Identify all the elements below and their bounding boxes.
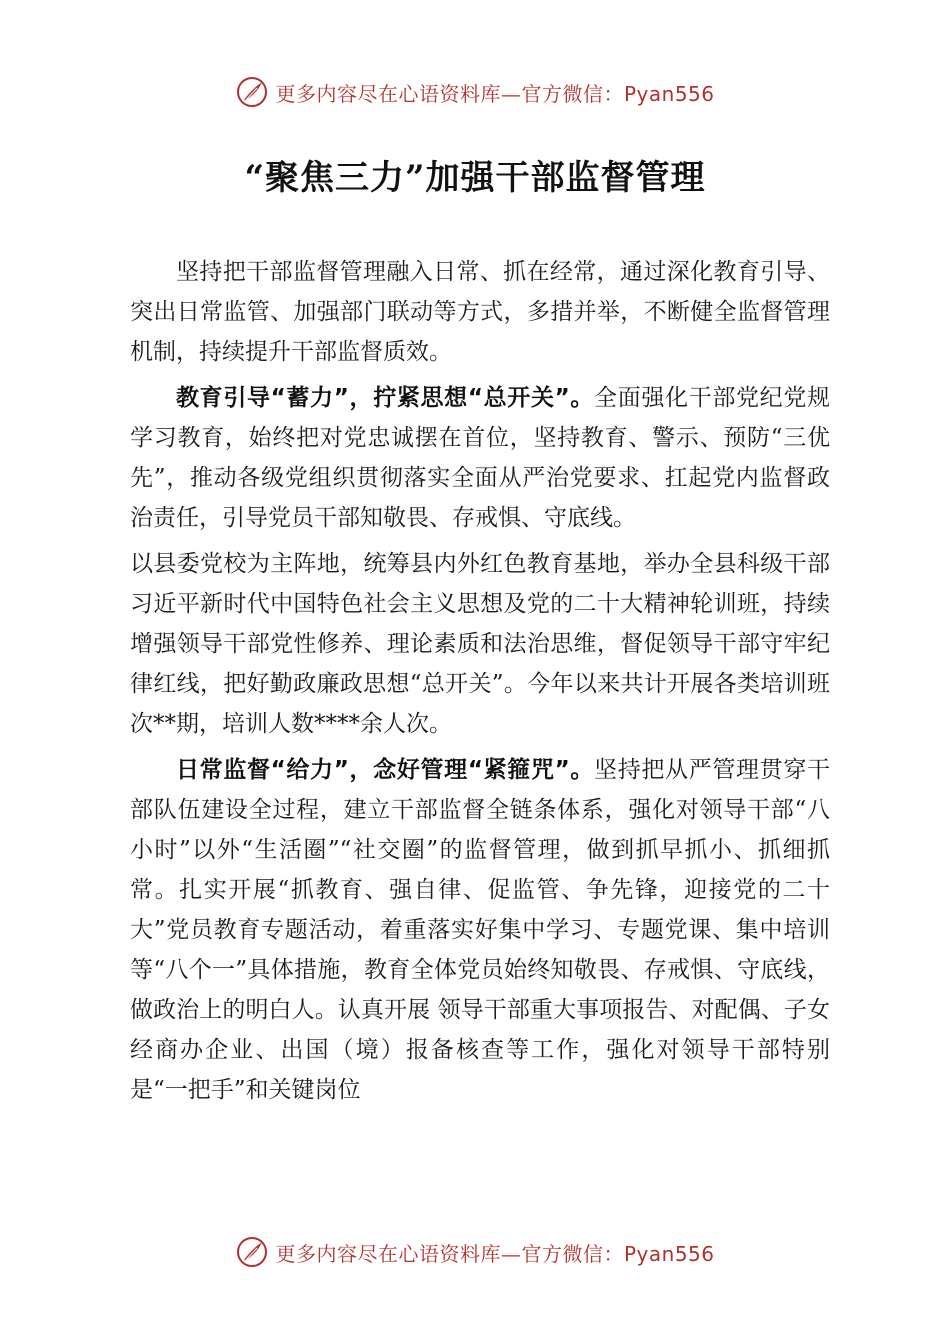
watermark-wechat-id: Pyan556 [623,81,715,106]
watermark-text: 更多内容尽在心语资料库—官方微信：Pyan556 [275,81,715,106]
watermark-header [0,72,950,112]
paragraph-party-school [130,544,830,744]
watermark-text: 更多内容尽在心语资料库—官方微信：Pyan556 [275,1241,715,1266]
paragraph-intro [130,252,830,372]
paragraph-text: 坚持把从严管理贯穿干部队伍建设全过程，建立干部监督全链条体系，强化对领导干部“八小时”以外“生活圈”“社交圈”的监督管理，做到抓早抓小、抓细抓常。扎实开展“抓教育、强自律、促监管、争先锋，迎接党的二十大”党员教育专题活动，着重落实好集中学习、专题党课、集中培训等“八个一”具体措施，教育全体党员始终知敬畏、存戒惧、守底线，做政治上的明白人。认真开展 领导干部重大事项报告、对配偶、子女经商办企业、出国（境）报备核查等工作，强化对领导干部特别是“一把手”和关键岗位 [130,757,831,1103]
paragraph-education [130,378,830,538]
watermark-wechat-id: Pyan556 [623,1241,715,1266]
paragraph-text: 全面强化干部党纪党规学习教育，始终把对党忠诚摆在首位，坚持教育、警示、预防“三优先”，推动各级党组织贯彻落实全面从严治党要求、扛起党内监督政治责任，引导党员干部知敬畏、存戒惧、守底线。 [130,385,831,531]
paragraph-text: 坚持把干部监督管理融入日常、抓在经常，通过深化教育引导、突出日常监管、加强部门联动等方式，多措并举，不断健全监督管理机制，持续提升干部监督质效。 [130,259,830,365]
feather-seal-icon [235,75,269,109]
paragraph-lead: 教育引导“蓄力”，拧紧思想“总开关”。 [176,385,595,411]
paragraph-daily-supervision [130,750,830,1110]
paragraph-lead: 日常监督“给力”，念好管理“紧箍咒”。 [176,757,595,783]
paragraph-text: 以县委党校为主阵地，统筹县内外红色教育基地，举办全县科级干部习近平新时代中国特色社会主义思想及党的二十大精神轮训班，持续增强领导干部党性修养、理论素质和法治思维，督促领导干部守牢纪律红线，把好勤政廉政思想“总开关”。今年以来共计开展各类培训班次**期，培训人数****余人次。 [130,551,830,737]
feather-seal-icon [235,1235,269,1269]
watermark-footer [0,1232,950,1272]
document-title: “聚焦三力”加强干部监督管理 [244,158,706,198]
document-body [130,252,830,1116]
